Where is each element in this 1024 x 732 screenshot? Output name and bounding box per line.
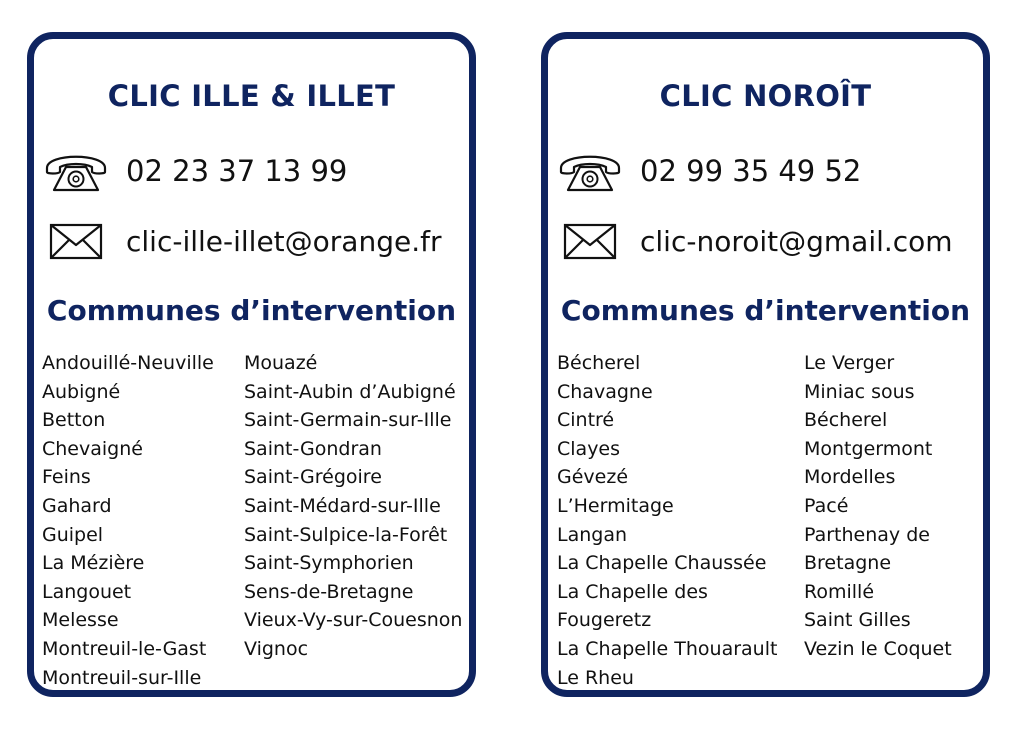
commune-item: Clayes (557, 437, 621, 460)
communes-list-col1 (557, 349, 777, 692)
commune-item: Bécherel (804, 409, 888, 432)
commune-item: Andouillé-Neuville (42, 352, 214, 374)
email-address[interactable]: clic-ille-illet@orange.fr (126, 224, 442, 258)
commune-item: Pacé (804, 494, 849, 517)
email-address[interactable]: clic-noroit@gmail.com (640, 224, 953, 258)
communes-list-col1 (42, 349, 214, 692)
commune-item: Aubigné (42, 380, 121, 403)
commune-item: Saint-Gondran (244, 437, 382, 460)
commune-item: Gahard (42, 494, 112, 517)
communes-list-col2 (244, 349, 462, 664)
commune-item: La Mézière (42, 552, 145, 575)
commune-item: Le Rheu (557, 666, 634, 689)
card-title: CLIC ILLE & ILLET (107, 79, 396, 113)
commune-item: Cintré (557, 409, 615, 432)
email-row (44, 218, 441, 264)
communes-heading: Communes d’intervention (560, 294, 971, 327)
commune-item: Saint Gilles (804, 609, 911, 632)
commune-item: Mouazé (244, 352, 318, 374)
commune-item: Langouet (42, 580, 132, 603)
phone-row (44, 148, 347, 194)
commune-item: Bécherel (557, 352, 641, 374)
clic-ille-illet-card (27, 32, 476, 697)
commune-item: Montreuil-le-Gast (42, 637, 207, 660)
commune-item: Vignoc (244, 637, 309, 660)
commune-item: Langan (557, 523, 628, 546)
phone-icon (44, 148, 108, 194)
commune-item: La Chapelle des (557, 580, 708, 603)
commune-item: Montreuil-sur-Ille (42, 666, 202, 689)
commune-item: Bretagne (804, 552, 892, 575)
phone-number[interactable]: 02 23 37 13 99 (126, 154, 348, 188)
commune-item: Montgermont (804, 437, 933, 460)
commune-item: La Chapelle Thouarault (557, 637, 778, 660)
commune-item: Betton (42, 409, 106, 432)
commune-item: Saint-Germain-sur-Ille (244, 409, 452, 432)
phone-row (558, 148, 861, 194)
clic-noroit-card (541, 32, 990, 697)
envelope-icon (44, 218, 108, 264)
commune-item: Saint-Symphorien (244, 552, 414, 575)
commune-item: La Chapelle Chaussée (557, 552, 767, 575)
communes-list-col2 (804, 349, 952, 664)
commune-item: Romillé (804, 580, 875, 603)
commune-item: Saint-Sulpice-la-Forêt (244, 523, 448, 546)
commune-item: Miniac sous (804, 380, 915, 403)
commune-item: L’Hermitage (557, 494, 674, 517)
commune-item: Mordelles (804, 466, 896, 489)
commune-item: Melesse (42, 609, 119, 632)
phone-number[interactable]: 02 99 35 49 52 (640, 154, 862, 188)
envelope-icon (558, 218, 622, 264)
commune-item: Saint-Aubin d’Aubigné (244, 380, 456, 403)
commune-item: Sens-de-Bretagne (244, 580, 414, 603)
phone-icon (558, 148, 622, 194)
commune-item: Vezin le Coquet (804, 637, 952, 660)
commune-item: Le Verger (804, 352, 895, 374)
commune-item: Saint-Médard-sur-Ille (244, 494, 441, 517)
commune-item: Chavagne (557, 380, 653, 403)
commune-item: Chevaigné (42, 437, 143, 460)
commune-item: Gévezé (557, 466, 629, 489)
card-title: CLIC NOROÎT (659, 79, 872, 113)
commune-item: Saint-Grégoire (244, 466, 382, 489)
communes-heading: Communes d’intervention (46, 294, 457, 327)
commune-item: Guipel (42, 523, 104, 546)
commune-item: Feins (42, 466, 91, 489)
commune-item: Parthenay de (804, 523, 930, 546)
commune-item: Fougeretz (557, 609, 652, 632)
commune-item: Vieux-Vy-sur-Couesnon (244, 609, 463, 632)
email-row (558, 218, 953, 264)
